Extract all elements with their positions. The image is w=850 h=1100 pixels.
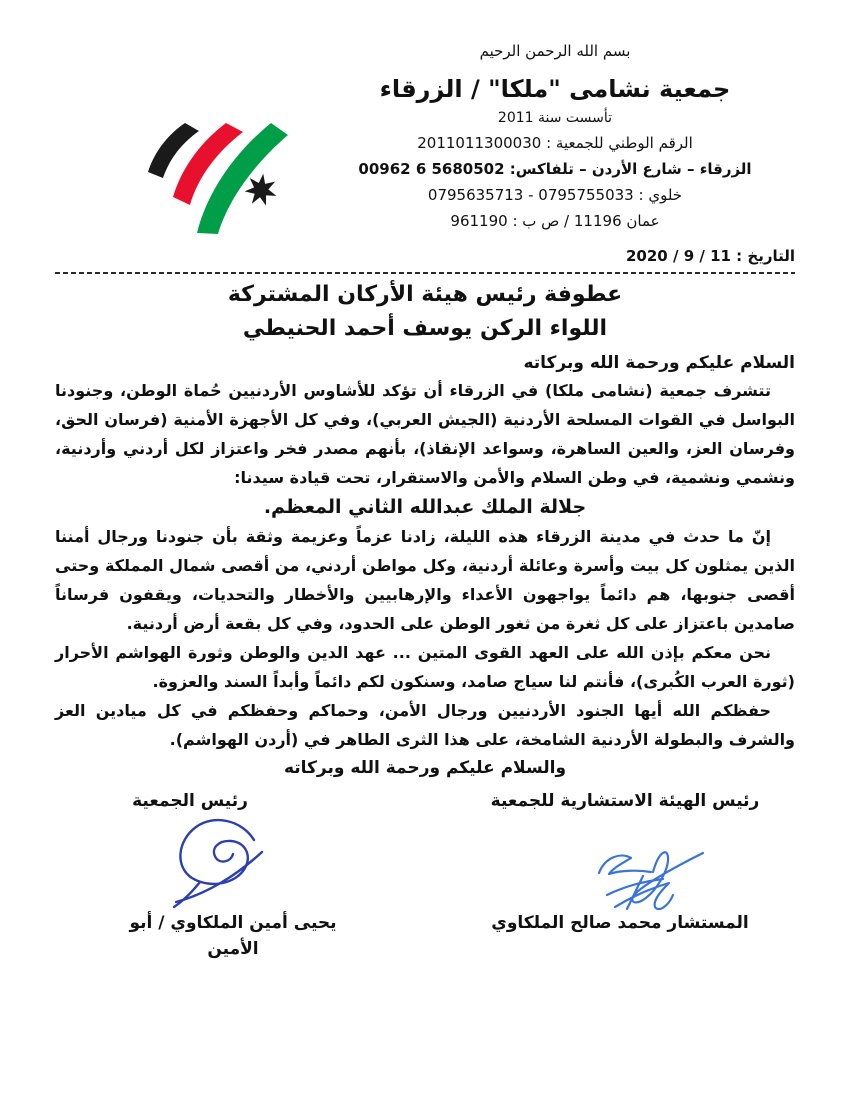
signature-stroke	[599, 856, 651, 874]
association-president-label: رئيس الجمعية	[132, 791, 248, 811]
salutation: السلام عليكم ورحمة الله وبركاته	[523, 353, 795, 373]
mobile-label: خلوي :	[638, 186, 683, 204]
mobile-numbers	[315, 182, 795, 208]
association-president-name: يحيى أمين الملكاوي / أبو الأمين	[129, 913, 337, 959]
logo-seven-pointed-star-icon	[243, 172, 279, 207]
founded-year: تأسست سنة 2011	[497, 110, 613, 126]
national-number: الرقم الوطني للجمعية : 2011011300030	[417, 134, 693, 152]
paragraph-1: تتشرف جمعية (نشامى ملكا) في الزرقاء أن تؤكد للأشاوس الأردنيين حُماة الوطن، وجنودنا البواسل في القوات المسلحة الأردنية (الجيش العربي)، وفي كل الأجهزة الأمنية (فرسان الحق، وفرسان العز، والعين الساهرة، وسواعد الإنقاذ)، بأنهم مصدر فخر واعتزاز لكل أردني وأردنية، ونشمي ونشمية، في وطن السلام والأمن والاستقرار، تحت قيادة سيدنا:	[55, 381, 795, 487]
basmala: بسم الله الرحمن الرحيم	[479, 42, 631, 60]
recipient-name: اللواء الركن يوسف أحمد الحنيطي	[242, 316, 608, 341]
recipient-title: عطوفة رئيس هيئة الأركان المشتركة	[227, 282, 623, 307]
advisory-board-chairman-label: رئيس الهيئة الاستشارية للجمعية	[490, 791, 760, 811]
date-line: التاريخ : 11 / 9 / 2020	[626, 247, 795, 265]
signature-stroke	[180, 820, 254, 884]
paragraph-4: حفظكم الله أيها الجنود الأردنيين ورجال الأمن، وحماكم وحفظكم في كل ميادين العز والشرف والبطولة الأردنية الشامخة، على هذا الثرى الطاهر في (أردن الهواشم).	[55, 701, 795, 749]
closing-salutation: والسلام عليكم ورحمة الله وبركاته	[283, 758, 567, 778]
telefax-number: 00962 6 5680502	[358, 160, 505, 178]
association-logo	[140, 112, 305, 247]
address-telefax	[315, 156, 795, 182]
letterhead	[315, 0, 795, 234]
dashed-divider	[55, 272, 795, 274]
organization-name: جمعية نشامى "ملكا" / الزرقاء	[379, 75, 731, 103]
paragraph-2: إنّ ما حدث في مدينة الزرقاء هذه الليلة، زادنا عزماً وعزيمة وثقة بأن جنودنا ورجال أمننا الذين يمثلون كل بيت وأسرة وعائلة أردنية، وكل مواطن أردني، من أقصى شمال المملكة وحتى أقصى جنوبها، هم دائماً يواجهون الأعداء والإرهابيين والأخطار والتحديات، ويقفون فرساناً صامدين باعتزاز على كل ثغرة من ثغور الوطن على الحدود، وفي كل بقعة أرض أردنية.	[55, 527, 795, 633]
advisory-chairman-name: المستشار محمد صالح الملكاوي	[491, 913, 749, 933]
pobox-line: عمان 11196 / ص ب : 961190	[450, 212, 660, 230]
king-line: جلالة الملك عبدالله الثاني المعظم.	[263, 496, 587, 518]
paragraph-3: نحن معكم بإذن الله على العهد القوى المتين ... عهد الدين والوطن وثورة الهواشم الأحرار (ثورة العرب الكُبرى)، فأنتم لنا سياج صامد، وسنكون لكم دائماً وأبداً السند والعزوة.	[55, 643, 795, 691]
association-president-signature	[168, 808, 278, 913]
mobile-number-values: 0795635713 - 0795755033	[427, 186, 634, 204]
advisory-chairman-signature	[585, 843, 725, 915]
telefax-label: الزرقاء – شارع الأردن – تلفاكس:	[509, 160, 752, 178]
